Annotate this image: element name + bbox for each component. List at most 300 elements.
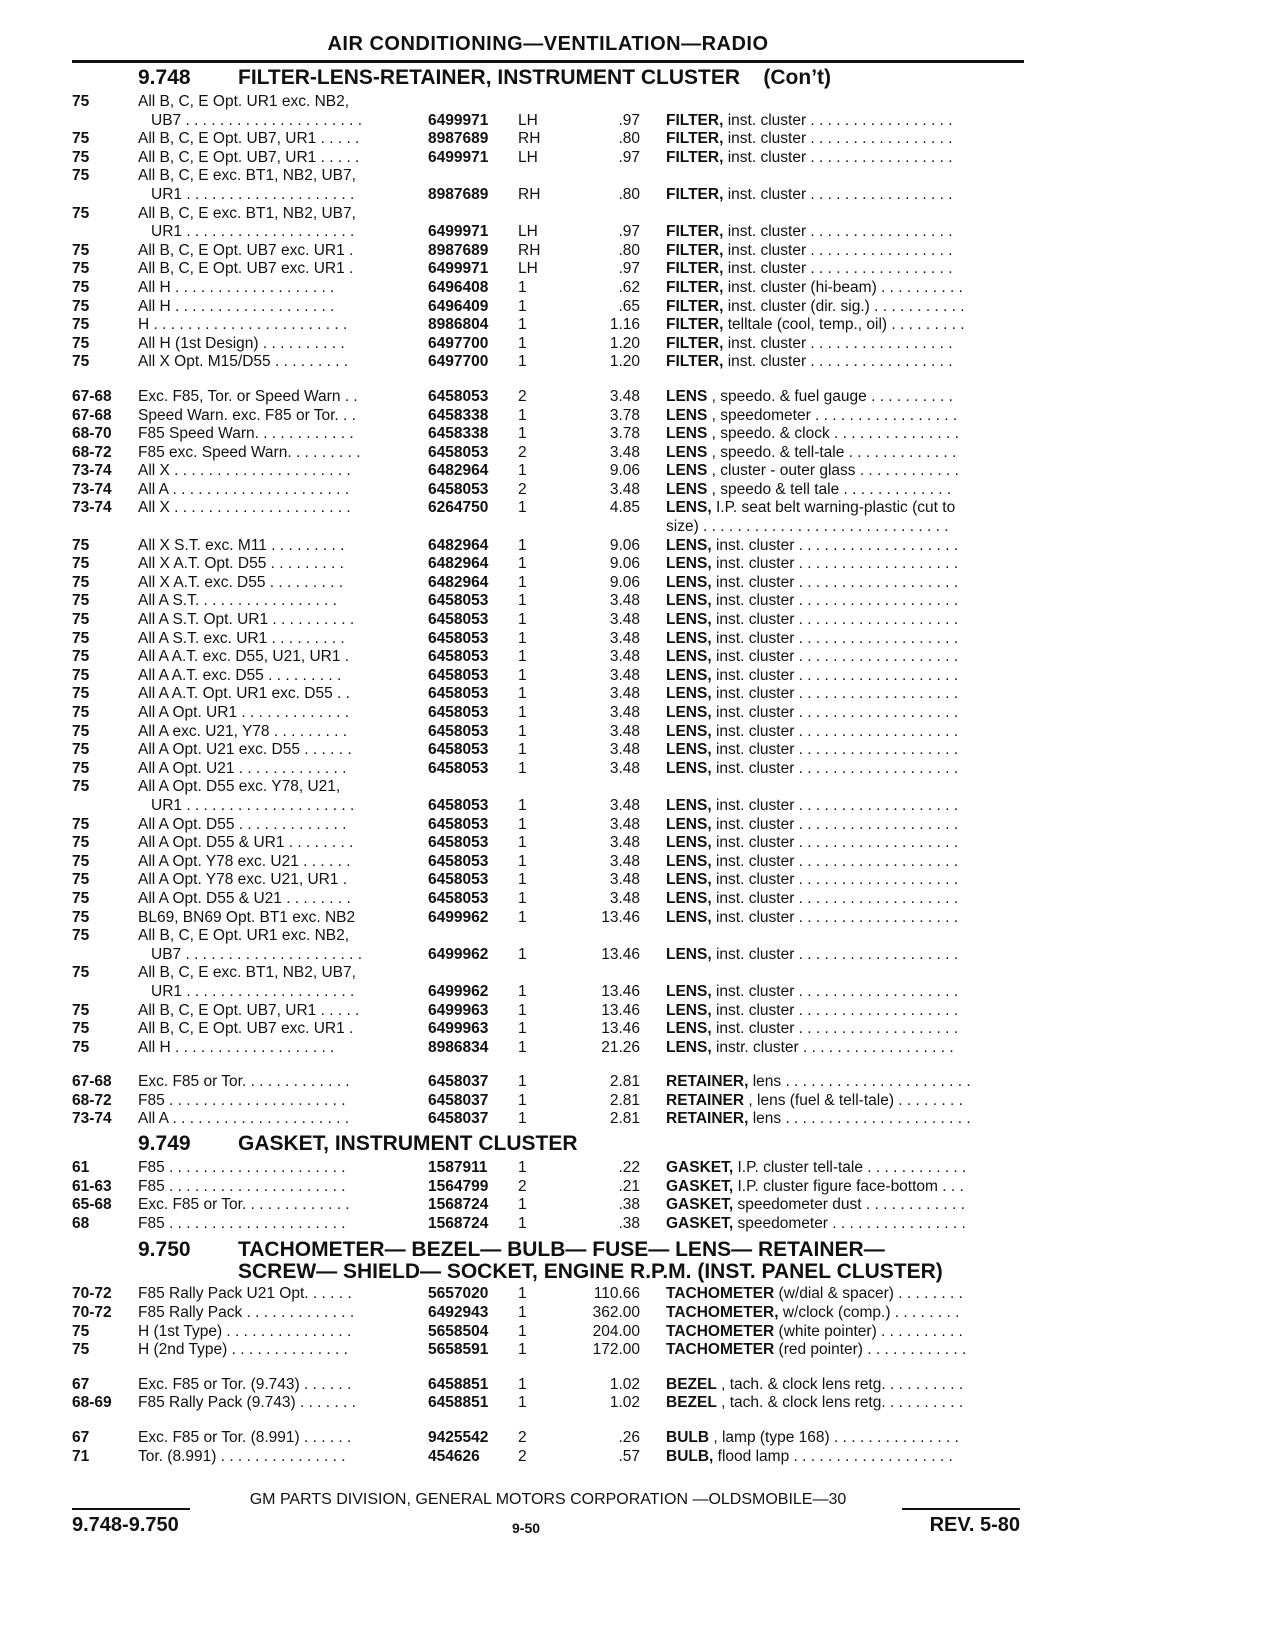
application: [138, 260, 478, 279]
part-number: 6458053: [428, 387, 489, 405]
model-year: 75: [72, 204, 90, 222]
table-row: [72, 1215, 1024, 1234]
row-spacer: [72, 1057, 1024, 1073]
quantity: 1: [518, 1001, 527, 1019]
application: [138, 462, 478, 481]
description-detail: inst. cluster . . . . . . . . . . . . . . . . . . .: [715, 889, 958, 907]
description: [666, 630, 1024, 649]
application: [138, 760, 478, 779]
price: 13.46: [601, 982, 640, 1000]
description-noun: BULB,: [666, 1447, 714, 1465]
application: [138, 778, 478, 797]
description-detail: inst. cluster . . . . . . . . . . . . . . . . . . .: [715, 834, 958, 852]
price: 3.48: [609, 685, 640, 703]
quantity: 1: [518, 555, 527, 573]
part-number: 6458053: [428, 443, 489, 461]
application-text: All H (1st Design) . . . . . . . . . .: [138, 334, 345, 352]
model-year: 73-74: [72, 462, 112, 480]
description: [666, 1448, 1024, 1467]
quantity: 1: [518, 1020, 527, 1038]
description-detail: flood lamp . . . . . . . . . . . . . . . . . . .: [717, 1447, 953, 1465]
description-noun: FILTER,: [666, 185, 724, 203]
table-row: [72, 574, 1024, 593]
application: [138, 186, 478, 205]
price: 9.06: [609, 536, 640, 554]
part-number: 454626: [428, 1447, 480, 1465]
model-year: 75: [72, 1038, 90, 1056]
description-detail: inst. cluster . . . . . . . . . . . . . . . . . . .: [715, 759, 958, 777]
price: .80: [618, 241, 640, 259]
description: [666, 1323, 1024, 1342]
application-text: All A S.T. Opt. UR1 . . . . . . . . . .: [138, 611, 355, 629]
application: [138, 1110, 478, 1129]
table-row: [72, 1341, 1024, 1360]
application-text: All H . . . . . . . . . . . . . . . . . . .: [138, 278, 335, 296]
application-text: F85 Rally Pack (9.743) . . . . . . .: [138, 1394, 356, 1412]
description-noun: LENS,: [666, 1001, 712, 1019]
description-detail: lens . . . . . . . . . . . . . . . . . . . . . .: [752, 1073, 971, 1091]
application-text: All A Opt. U21 . . . . . . . . . . . . .: [138, 759, 347, 777]
section-title: FILTER-LENS-RETAINER, INSTRUMENT CLUSTER: [238, 66, 741, 89]
table-row: [72, 778, 1024, 797]
table-row: [72, 797, 1024, 816]
model-year: 67: [72, 1375, 90, 1393]
quantity: 1: [518, 1322, 527, 1340]
description: [666, 723, 1024, 742]
description-detail: size) . . . . . . . . . . . . . . . . . . . . . . . . . . . . .: [666, 518, 949, 536]
description-detail: inst. cluster . . . . . . . . . . . . . . . . .: [727, 223, 953, 241]
description: [666, 1159, 1024, 1178]
application: [138, 279, 478, 298]
application: [138, 1341, 478, 1360]
description: [666, 1073, 1024, 1092]
table-row: [72, 260, 1024, 279]
description: [666, 667, 1024, 686]
model-year: 75: [72, 93, 90, 110]
price: 13.46: [601, 1020, 640, 1038]
table-row: [72, 353, 1024, 372]
part-number: 1568724: [428, 1214, 489, 1232]
part-number: 6499971: [428, 111, 489, 129]
description: [666, 149, 1024, 168]
description-noun: FILTER,: [666, 148, 724, 166]
table-row: [72, 499, 1024, 518]
application-text: All A . . . . . . . . . . . . . . . . . . . . .: [138, 1110, 350, 1128]
description-noun: GASKET,: [666, 1177, 734, 1195]
part-number: 6482964: [428, 555, 489, 573]
price: 3.48: [609, 759, 640, 777]
section-number: 9.748: [138, 66, 191, 89]
table-row: [72, 130, 1024, 149]
description: [666, 834, 1024, 853]
quantity: 1: [518, 648, 527, 666]
quantity: 2: [518, 480, 527, 498]
description-noun: RETAINER,: [666, 1073, 749, 1091]
description-detail: inst. cluster (hi-beam) . . . . . . . . . .: [727, 278, 963, 296]
description: [666, 760, 1024, 779]
description-noun: LENS: [666, 462, 708, 480]
description-noun: LENS,: [666, 722, 712, 740]
table-row: [72, 298, 1024, 317]
description-detail: inst. cluster . . . . . . . . . . . . . . . . . . .: [715, 704, 958, 721]
application: [138, 909, 478, 928]
table-row: [72, 983, 1024, 1002]
table-row: [72, 592, 1024, 611]
model-year: 65-68: [72, 1196, 112, 1214]
model-year: 75: [72, 927, 90, 945]
description-noun: FILTER,: [666, 278, 724, 296]
model-year: 68-69: [72, 1394, 112, 1412]
part-number: 6499971: [428, 148, 489, 166]
description-detail: (white pointer) . . . . . . . . . .: [778, 1322, 963, 1340]
description-detail: inst. cluster . . . . . . . . . . . . . . . . . . .: [715, 796, 958, 814]
model-year: 75: [72, 573, 90, 591]
application: [138, 167, 478, 186]
quantity: 1: [518, 908, 527, 926]
description-noun: FILTER,: [666, 297, 724, 315]
application-text: All A Opt. U21 exc. D55 . . . . . .: [138, 741, 352, 759]
description: [666, 223, 1024, 242]
application: [138, 388, 478, 407]
quantity: 2: [518, 443, 527, 461]
application: [138, 983, 478, 1002]
application-text: F85 . . . . . . . . . . . . . . . . . . . . .: [138, 1091, 346, 1109]
part-number: 1568724: [428, 1196, 489, 1214]
table-row: [72, 741, 1024, 760]
table-row: [72, 388, 1024, 407]
footer-publisher: GM PARTS DIVISION, GENERAL MOTORS CORPORATION —OLDSMOBILE—30: [249, 1491, 847, 1508]
model-year: 75: [72, 759, 90, 777]
description: [666, 112, 1024, 131]
table-row: [72, 242, 1024, 261]
description-noun: TACHOMETER: [666, 1341, 775, 1359]
model-year: 75: [72, 871, 90, 889]
price: 110.66: [593, 1285, 640, 1303]
quantity: 1: [518, 982, 527, 1000]
section-title: TACHOMETER— BEZEL— BULB— FUSE— LENS— RETAINER—: [238, 1238, 885, 1262]
description: [666, 574, 1024, 593]
model-year: 75: [72, 1001, 90, 1019]
part-number: 6482964: [428, 573, 489, 591]
description: [666, 186, 1024, 205]
model-year: 75: [72, 555, 90, 573]
application: [138, 1002, 478, 1021]
quantity: 1: [518, 1073, 527, 1091]
application-text: UR1 . . . . . . . . . . . . . . . . . . . .: [151, 796, 355, 814]
description: [666, 407, 1024, 426]
application: [138, 630, 478, 649]
application-text: H (2nd Type) . . . . . . . . . . . . . .: [138, 1341, 348, 1359]
description: [666, 1196, 1024, 1215]
application: [138, 112, 478, 131]
application: [138, 335, 478, 354]
description-noun: LENS,: [666, 536, 712, 554]
price: 1.16: [609, 316, 640, 334]
model-year: 75: [72, 778, 90, 796]
page-header-title: AIR CONDITIONING—VENTILATION—RADIO: [72, 30, 1024, 63]
quantity: 1: [518, 815, 527, 833]
application: [138, 816, 478, 835]
model-year: 75: [72, 260, 90, 278]
price: 3.48: [609, 722, 640, 740]
application: [138, 1429, 478, 1448]
description-detail: inst. cluster . . . . . . . . . . . . . . . . . . .: [715, 852, 958, 870]
price: 9.06: [609, 555, 640, 573]
table-row: [72, 667, 1024, 686]
table-row: [72, 1196, 1024, 1215]
quantity: LH: [518, 111, 538, 129]
table-row: [72, 909, 1024, 928]
part-number: 6499962: [428, 945, 489, 963]
footer-page-number: 9-50: [512, 1520, 541, 1536]
description: [666, 425, 1024, 444]
price: .65: [618, 297, 640, 315]
part-number: 6458053: [428, 889, 489, 907]
application: [138, 130, 478, 149]
table-row: [72, 518, 1024, 537]
row-spacer: [72, 372, 1024, 388]
application: [138, 537, 478, 556]
quantity: 2: [518, 387, 527, 405]
table-row: [72, 1159, 1024, 1178]
model-year: 75: [72, 611, 90, 629]
model-year: 75: [72, 741, 90, 759]
table-row: [72, 444, 1024, 463]
model-year: 67-68: [72, 406, 112, 424]
price: 3.48: [609, 815, 640, 833]
description-noun: LENS,: [666, 796, 712, 814]
application: [138, 1159, 478, 1178]
description: [666, 1002, 1024, 1021]
price: 3.48: [609, 443, 640, 461]
model-year: 75: [72, 629, 90, 647]
quantity: RH: [518, 130, 541, 148]
quantity: 1: [518, 462, 527, 480]
application-text: H (1st Type) . . . . . . . . . . . . . . .: [138, 1322, 352, 1340]
part-number: 5657020: [428, 1285, 489, 1303]
model-year: 75: [72, 685, 90, 703]
description-noun: LENS,: [666, 666, 712, 684]
table-row: [72, 462, 1024, 481]
table-row: [72, 1110, 1024, 1129]
description-detail: inst. cluster . . . . . . . . . . . . . . . . . . .: [715, 945, 958, 963]
description-noun: LENS,: [666, 945, 712, 963]
application: [138, 93, 478, 112]
application: [138, 1020, 478, 1039]
description-detail: inst. cluster . . . . . . . . . . . . . . . . . . .: [715, 1001, 958, 1019]
description: [666, 481, 1024, 500]
model-year: 75: [72, 815, 90, 833]
application: [138, 1039, 478, 1058]
part-number: 6264750: [428, 499, 489, 517]
application-text: All X S.T. exc. M11 . . . . . . . . .: [138, 536, 345, 554]
application: [138, 499, 478, 518]
application: [138, 574, 478, 593]
description: [666, 1178, 1024, 1197]
application-text: All A A.T. exc. D55 . . . . . . . . .: [138, 666, 342, 684]
application: [138, 1304, 478, 1323]
model-year: 67-68: [72, 1073, 112, 1091]
application: [138, 890, 478, 909]
description: [666, 298, 1024, 317]
price: .21: [618, 1177, 640, 1195]
description: [666, 353, 1024, 372]
description-detail: inst. cluster . . . . . . . . . . . . . . . . .: [727, 260, 953, 278]
description-detail: inst. cluster . . . . . . . . . . . . . . . . . . .: [715, 573, 958, 591]
description: [666, 499, 1024, 518]
description-detail: (red pointer) . . . . . . . . . . . .: [778, 1341, 967, 1359]
application-text: Exc. F85 or Tor. (9.743) . . . . . .: [138, 1375, 352, 1393]
model-year: 68-70: [72, 425, 112, 443]
part-number: 1564799: [428, 1177, 489, 1195]
application-text: F85 Rally Pack . . . . . . . . . . . . .: [138, 1304, 355, 1322]
part-number: 6458851: [428, 1394, 489, 1412]
quantity: LH: [518, 148, 538, 166]
price: .57: [618, 1447, 640, 1465]
price: 3.78: [609, 425, 640, 443]
description: [666, 462, 1024, 481]
section-title: GASKET, INSTRUMENT CLUSTER: [238, 1132, 578, 1156]
description: [666, 242, 1024, 261]
price: 1.20: [609, 353, 640, 371]
application-text: Tor. (8.991) . . . . . . . . . . . . . . .: [138, 1447, 346, 1465]
description: [666, 1110, 1024, 1129]
application-text: F85 Speed Warn. . . . . . . . . . . .: [138, 425, 354, 443]
description: [666, 1285, 1024, 1304]
application: [138, 1092, 478, 1111]
part-number: 1587911: [428, 1159, 488, 1177]
section-suffix: (Con’t): [763, 66, 832, 89]
application: [138, 704, 478, 723]
description: [666, 853, 1024, 872]
part-number: 6458338: [428, 406, 489, 424]
application-text: All A Opt. Y78 exc. U21, UR1 .: [138, 871, 348, 889]
part-number: 6458053: [428, 834, 489, 852]
description-noun: LENS,: [666, 611, 712, 629]
footer-rule-left: [72, 1508, 190, 1510]
table-row: [72, 946, 1024, 965]
description: [666, 797, 1024, 816]
price: 3.48: [609, 629, 640, 647]
price: 3.48: [609, 666, 640, 684]
application-text: BL69, BN69 Opt. BT1 exc. NB2: [138, 908, 356, 926]
application: [138, 298, 478, 317]
description: [666, 1039, 1024, 1058]
quantity: 2: [518, 1447, 527, 1465]
quantity: RH: [518, 185, 541, 203]
application: [138, 741, 478, 760]
description-noun: FILTER,: [666, 223, 724, 241]
price: 3.48: [609, 648, 640, 666]
price: .22: [618, 1159, 640, 1177]
description-detail: inst. cluster . . . . . . . . . . . . . . . . . . .: [715, 629, 958, 647]
quantity: RH: [518, 241, 541, 259]
application: [138, 223, 478, 242]
application-text: All H . . . . . . . . . . . . . . . . . . .: [138, 1038, 335, 1056]
parts-table-9750: [72, 1285, 1024, 1466]
application: [138, 685, 478, 704]
model-year: 75: [72, 297, 90, 315]
part-number: 6458053: [428, 852, 489, 870]
quantity: 1: [518, 722, 527, 740]
table-row: [72, 205, 1024, 224]
table-row: [72, 685, 1024, 704]
quantity: 1: [518, 741, 527, 759]
table-row: [72, 167, 1024, 186]
quantity: 1: [518, 1196, 527, 1214]
part-number: 6458053: [428, 629, 489, 647]
quantity: 1: [518, 316, 527, 334]
application-text: F85 Rally Pack U21 Opt. . . . . .: [138, 1285, 352, 1303]
description-detail: inst. cluster . . . . . . . . . . . . . . . . . . .: [715, 666, 958, 684]
description: [666, 983, 1024, 1002]
application: [138, 1178, 478, 1197]
table-row: [72, 1448, 1024, 1467]
quantity: 1: [518, 704, 527, 721]
part-number: 5658504: [428, 1322, 489, 1340]
model-year: 68-72: [72, 443, 112, 461]
table-row: [72, 93, 1024, 112]
description-detail: inst. cluster (dir. sig.) . . . . . . . . . . .: [727, 297, 965, 315]
price: 1.20: [609, 334, 640, 352]
price: .38: [618, 1214, 640, 1232]
application-text: All B, C, E Opt. UB7, UR1 . . . . .: [138, 148, 360, 166]
application: [138, 667, 478, 686]
part-number: 6458053: [428, 722, 489, 740]
part-number: 6458053: [428, 592, 489, 610]
part-number: 6458053: [428, 741, 489, 759]
application-text: H . . . . . . . . . . . . . . . . . . . . . . .: [138, 316, 348, 334]
description-noun: LENS: [666, 443, 708, 461]
description: [666, 316, 1024, 335]
part-number: 9425542: [428, 1429, 489, 1446]
quantity: 1: [518, 871, 527, 889]
price: 9.06: [609, 573, 640, 591]
description-noun: RETAINER,: [666, 1110, 749, 1128]
description-noun: LENS,: [666, 629, 712, 647]
description-detail: inst. cluster . . . . . . . . . . . . . . . . . . .: [715, 1020, 958, 1038]
price: .80: [618, 130, 640, 148]
price: .97: [618, 260, 640, 278]
quantity: 1: [518, 611, 527, 629]
model-year: 75: [72, 704, 90, 721]
application: [138, 871, 478, 890]
price: 3.48: [609, 889, 640, 907]
description-noun: LENS: [666, 480, 708, 498]
application: [138, 1394, 478, 1413]
description: [666, 741, 1024, 760]
application: [138, 481, 478, 500]
application: [138, 444, 478, 463]
quantity: LH: [518, 223, 538, 241]
application-text: Exc. F85 or Tor. (8.991) . . . . . .: [138, 1429, 352, 1446]
price: 3.78: [609, 406, 640, 424]
application-text: All A Opt. D55 exc. Y78, U21,: [138, 778, 341, 796]
price: 21.26: [601, 1038, 640, 1056]
description-noun: LENS,: [666, 982, 712, 1000]
description-noun: TACHOMETER: [666, 1322, 775, 1340]
application: [138, 834, 478, 853]
price: .38: [618, 1196, 640, 1214]
price: 2.81: [609, 1091, 640, 1109]
part-number: 6482964: [428, 462, 489, 480]
application-text: F85 . . . . . . . . . . . . . . . . . . . . .: [138, 1214, 346, 1232]
model-year: 68: [72, 1214, 90, 1232]
application: [138, 205, 478, 224]
part-number: 6499962: [428, 908, 489, 926]
description-detail: , tach. & clock lens retg. . . . . . . . . .: [721, 1375, 964, 1393]
part-number: 5658591: [428, 1341, 489, 1359]
